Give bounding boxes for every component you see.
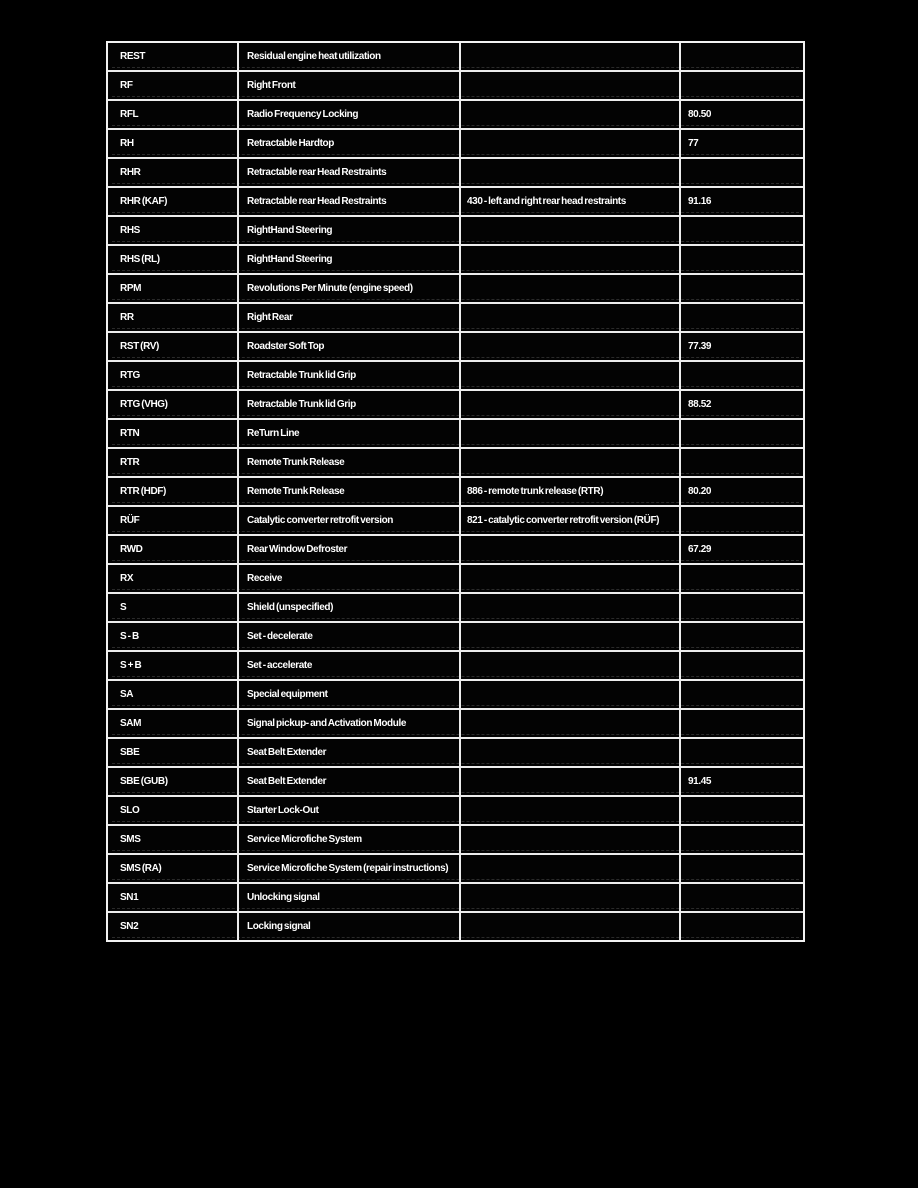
- description-cell: Shield (unspecified): [239, 594, 461, 621]
- abbreviation-cell: S: [108, 594, 239, 621]
- table-row: [108, 159, 803, 188]
- description-cell: Right Rear: [239, 304, 461, 331]
- detail-cell: [461, 739, 681, 766]
- table-row: [108, 739, 803, 768]
- abbreviation-cell: RF: [108, 72, 239, 99]
- code-cell: [681, 797, 803, 824]
- description-cell: Radio Frequency Locking: [239, 101, 461, 128]
- code-cell: [681, 710, 803, 737]
- description-cell: Set - accelerate: [239, 652, 461, 679]
- table-row: [108, 623, 803, 652]
- code-cell: [681, 304, 803, 331]
- code-cell: [681, 246, 803, 273]
- detail-cell: [461, 913, 681, 940]
- detail-cell: [461, 449, 681, 476]
- table-row: [108, 275, 803, 304]
- detail-cell: 886 - remote trunk release (RTR): [461, 478, 681, 505]
- description-cell: Receive: [239, 565, 461, 592]
- description-cell: Rear Window Defroster: [239, 536, 461, 563]
- description-cell: Seat Belt Extender: [239, 768, 461, 795]
- description-cell: Retractable rear Head Restraints: [239, 188, 461, 215]
- table-row: [108, 681, 803, 710]
- code-cell: [681, 826, 803, 853]
- table-row: [108, 391, 803, 420]
- code-cell: [681, 652, 803, 679]
- code-cell: [681, 420, 803, 447]
- code-cell: [681, 275, 803, 302]
- detail-cell: [461, 246, 681, 273]
- description-cell: Roadster Soft Top: [239, 333, 461, 360]
- abbreviation-cell: REST: [108, 43, 239, 70]
- abbreviation-cell: SN1: [108, 884, 239, 911]
- code-cell: [681, 884, 803, 911]
- table-row: [108, 362, 803, 391]
- table-row: [108, 855, 803, 884]
- table-row: [108, 768, 803, 797]
- abbreviation-cell: RH: [108, 130, 239, 157]
- table-row: [108, 72, 803, 101]
- detail-cell: [461, 594, 681, 621]
- description-cell: Retractable Trunk lid Grip: [239, 391, 461, 418]
- detail-cell: [461, 681, 681, 708]
- table-row: [108, 884, 803, 913]
- abbreviation-cell: SLO: [108, 797, 239, 824]
- detail-cell: [461, 159, 681, 186]
- table-row: [108, 304, 803, 333]
- description-cell: Starter Lock-Out: [239, 797, 461, 824]
- abbreviation-cell: SBE: [108, 739, 239, 766]
- table-row: [108, 565, 803, 594]
- abbreviation-cell: RÜF: [108, 507, 239, 534]
- code-cell: 91.16: [688, 196, 712, 207]
- description-cell: Right Front: [239, 72, 461, 99]
- description-cell: Service Microfiche System: [239, 826, 461, 853]
- abbreviation-cell: SBE (GUB): [108, 768, 239, 795]
- description-cell: Locking signal: [239, 913, 461, 940]
- code-cell: [681, 362, 803, 389]
- description-cell: Seat Belt Extender: [239, 739, 461, 766]
- code-cell: [681, 594, 803, 621]
- detail-cell: [461, 768, 681, 795]
- detail-cell: [461, 623, 681, 650]
- table-row: [108, 130, 803, 159]
- detail-cell: [461, 275, 681, 302]
- detail-cell: [461, 652, 681, 679]
- description-cell: Retractable rear Head Restraints: [239, 159, 461, 186]
- table-row: [108, 333, 803, 362]
- description-cell: Special equipment: [239, 681, 461, 708]
- detail-cell: [461, 797, 681, 824]
- table-row: [108, 797, 803, 826]
- abbreviation-cell: RST (RV): [108, 333, 239, 360]
- abbreviation-cell: RHS: [108, 217, 239, 244]
- abbreviation-cell: RTG: [108, 362, 239, 389]
- description-cell: RightHand Steering: [239, 217, 461, 244]
- detail-cell: 821 - catalytic converter retrofit version (RÜF): [461, 507, 681, 534]
- abbreviation-cell: RTR: [108, 449, 239, 476]
- description-cell: Set - decelerate: [239, 623, 461, 650]
- code-cell: 91.45: [688, 776, 712, 787]
- detail-cell: [461, 43, 681, 70]
- detail-cell: [461, 536, 681, 563]
- code-cell: [681, 565, 803, 592]
- abbreviation-cell: RHR: [108, 159, 239, 186]
- code-cell: [681, 739, 803, 766]
- table-row: [108, 536, 803, 565]
- code-cell: [681, 159, 803, 186]
- detail-cell: [461, 710, 681, 737]
- description-cell: Remote Trunk Release: [239, 478, 461, 505]
- description-cell: Remote Trunk Release: [239, 449, 461, 476]
- code-cell: [681, 449, 803, 476]
- detail-cell: [461, 101, 681, 128]
- description-cell: Catalytic converter retrofit version: [239, 507, 461, 534]
- code-cell: [681, 913, 803, 940]
- abbreviation-cell: RTR (HDF): [108, 478, 239, 505]
- description-cell: Revolutions Per Minute (engine speed): [239, 275, 461, 302]
- table-row: [108, 594, 803, 623]
- detail-cell: [461, 420, 681, 447]
- description-cell: Retractable Hardtop: [239, 130, 461, 157]
- abbreviation-cell: RTN: [108, 420, 239, 447]
- abbreviation-cell: SMS: [108, 826, 239, 853]
- abbreviation-cell: SAM: [108, 710, 239, 737]
- code-cell: 80.20: [688, 486, 712, 497]
- detail-cell: [461, 304, 681, 331]
- detail-cell: [461, 565, 681, 592]
- table-row: [108, 507, 803, 536]
- abbreviation-cell: RHR (KAF): [108, 188, 239, 215]
- abbreviation-cell: RR: [108, 304, 239, 331]
- code-cell: 88.52: [688, 399, 712, 410]
- abbreviation-cell: RFL: [108, 101, 239, 128]
- code-cell: [681, 43, 803, 70]
- detail-cell: [461, 884, 681, 911]
- code-cell: [681, 507, 803, 534]
- table-row: [108, 478, 803, 507]
- code-cell: [681, 623, 803, 650]
- code-cell: 80.50: [688, 109, 712, 120]
- detail-cell: [461, 333, 681, 360]
- abbreviation-cell: RPM: [108, 275, 239, 302]
- abbreviation-cell: RTG (VHG): [108, 391, 239, 418]
- detail-cell: [461, 391, 681, 418]
- table-row: [108, 217, 803, 246]
- code-cell: [681, 217, 803, 244]
- table-row: [108, 826, 803, 855]
- code-cell: 67.29: [688, 544, 712, 555]
- code-cell: [681, 681, 803, 708]
- abbreviation-table: [106, 41, 805, 942]
- code-cell: 77.39: [688, 341, 712, 352]
- detail-cell: 430 - left and right rear head restraints: [461, 188, 681, 215]
- code-cell: [681, 72, 803, 99]
- detail-cell: [461, 217, 681, 244]
- abbreviation-cell: SMS (RA): [108, 855, 239, 882]
- description-cell: Unlocking signal: [239, 884, 461, 911]
- detail-cell: [461, 72, 681, 99]
- code-cell: [681, 855, 803, 882]
- detail-cell: [461, 362, 681, 389]
- description-cell: Retractable Trunk lid Grip: [239, 362, 461, 389]
- table-row: [108, 652, 803, 681]
- table-row: [108, 101, 803, 130]
- description-cell: Service Microfiche System (repair instructions): [239, 855, 461, 882]
- detail-cell: [461, 826, 681, 853]
- abbreviation-cell: RWD: [108, 536, 239, 563]
- code-cell: 77: [688, 138, 699, 149]
- table-row: [108, 43, 803, 72]
- table-row: [108, 449, 803, 478]
- table-row: [108, 913, 803, 940]
- table-row: [108, 420, 803, 449]
- abbreviation-cell: SA: [108, 681, 239, 708]
- abbreviation-cell: RX: [108, 565, 239, 592]
- table-row: [108, 188, 803, 217]
- description-cell: Signal pickup- and Activation Module: [239, 710, 461, 737]
- abbreviation-cell: SN2: [108, 913, 239, 940]
- description-cell: Residual engine heat utilization: [239, 43, 461, 70]
- abbreviation-cell: S + B: [108, 652, 239, 679]
- description-cell: ReTurn Line: [239, 420, 461, 447]
- description-cell: RightHand Steering: [239, 246, 461, 273]
- table-row: [108, 710, 803, 739]
- abbreviation-cell: S - B: [108, 623, 239, 650]
- detail-cell: [461, 855, 681, 882]
- abbreviation-cell: RHS (RL): [108, 246, 239, 273]
- table-row: [108, 246, 803, 275]
- detail-cell: [461, 130, 681, 157]
